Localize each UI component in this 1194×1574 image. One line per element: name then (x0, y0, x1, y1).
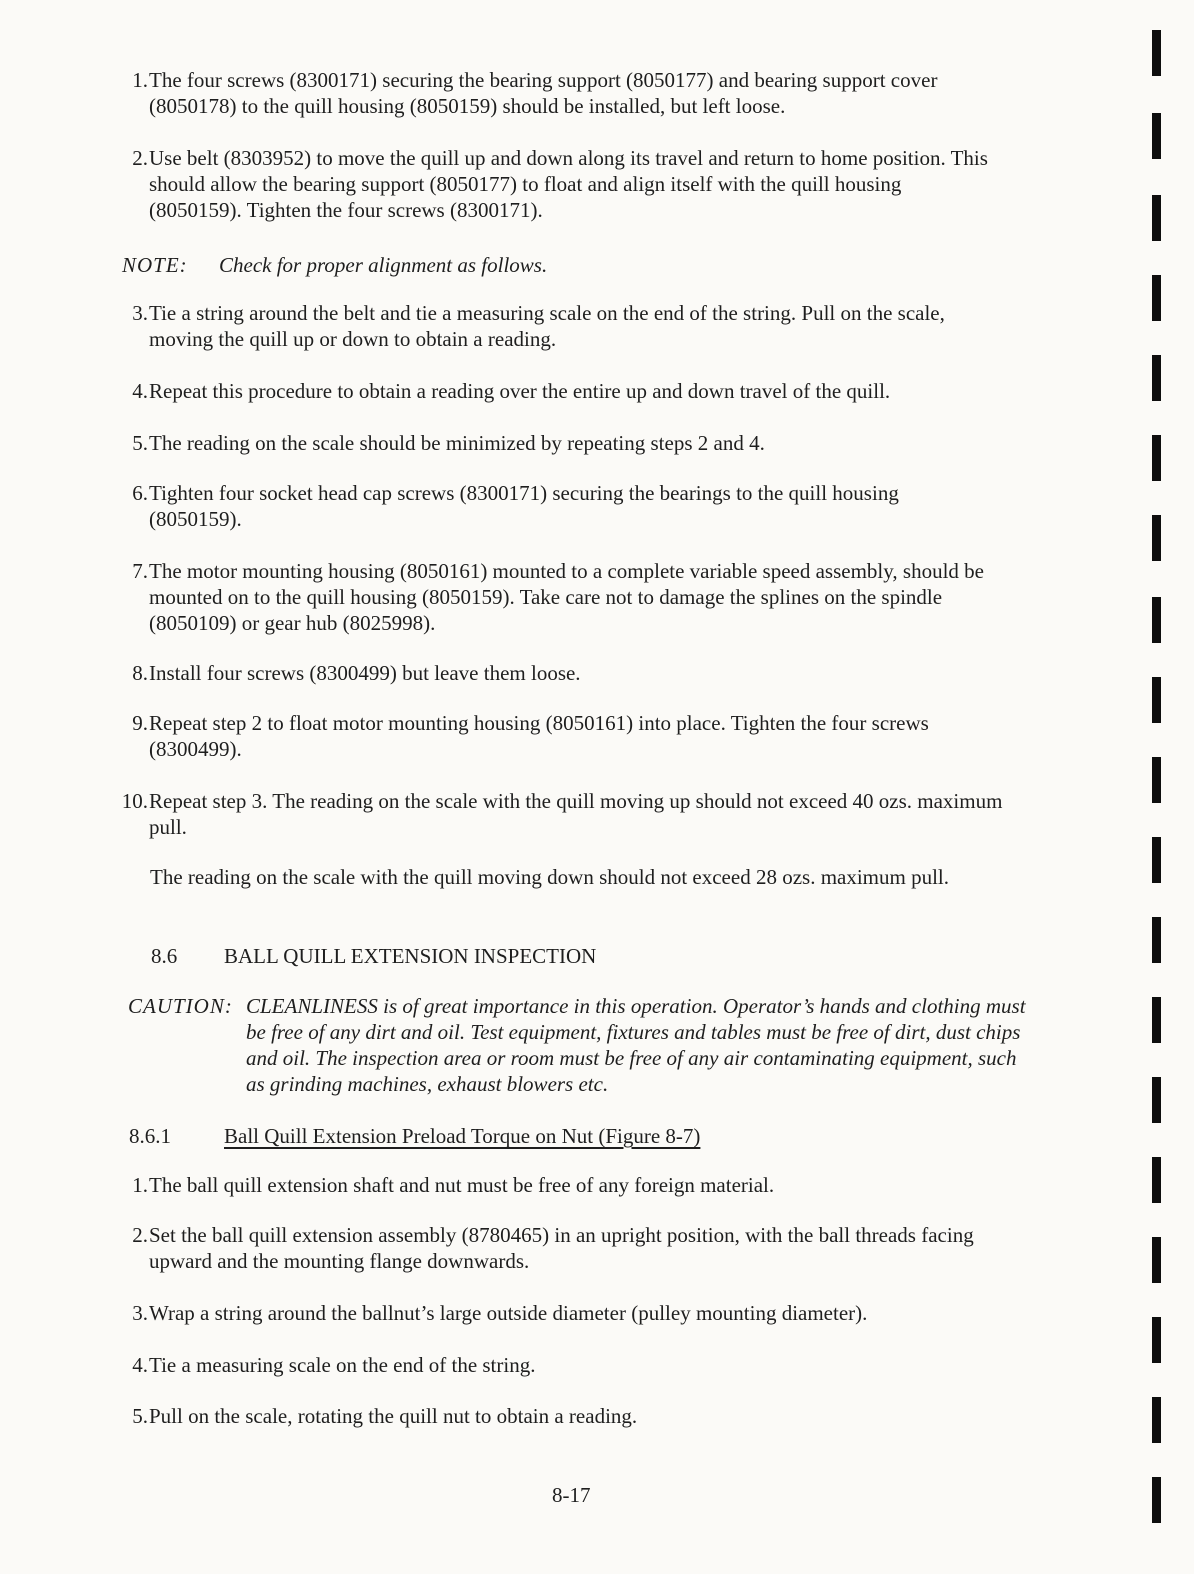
binding-mark (1152, 435, 1161, 481)
binding-mark (1152, 113, 1161, 159)
binding-mark (1152, 355, 1161, 401)
binding-mark (1152, 275, 1161, 321)
binding-mark (1152, 917, 1161, 963)
step-number: 2. (132, 146, 148, 170)
caution-label: CAUTION: (128, 994, 233, 1018)
step-10-continued: The reading on the scale with the quill moving down should not exceed 28 ozs. maximum pull. (150, 865, 950, 889)
step-text: The reading on the scale should be minimized by repeating steps 2 and 4. (149, 431, 765, 455)
list-item (118, 788, 1018, 840)
binding-mark (1152, 1237, 1161, 1283)
caution-text: CLEANLINESS is of great importance in this operation. Operator’s hands and clothing must be free of any dirt and oil. Test equipment, fixtures and tables must be free of dirt, dust chips and oil. The inspection area or room must be free of any air contaminating equipment, such as grinding machines, exhaust blowers etc. (246, 994, 1026, 1096)
binding-mark (1152, 597, 1161, 643)
note-label: NOTE: (122, 253, 188, 277)
step-text: Tie a string around the belt and tie a measuring scale on the end of the string. Pull on the scale, moving the quill up or down to obtain a reading. (149, 301, 945, 351)
list-item (118, 378, 1018, 404)
step-text: Install four screws (8300499) but leave them loose. (149, 661, 581, 685)
step-number: 5. (132, 431, 148, 455)
section-title: BALL QUILL EXTENSION INSPECTION (224, 944, 597, 968)
step-number: 7. (132, 559, 148, 583)
step-text: Set the ball quill extension assembly (8780465) in an upright position, with the ball threads facing upward and the mounting flange downwards. (149, 1223, 974, 1273)
binding-mark (1152, 997, 1161, 1043)
subsection-number: 8.6.1 (129, 1124, 171, 1148)
binding-mark (1152, 1317, 1161, 1363)
step-text: Tie a measuring scale on the end of the string. (149, 1353, 536, 1377)
step-number: 4. (132, 1353, 148, 1377)
binding-mark (1152, 757, 1161, 803)
step-number: 8. (132, 661, 148, 685)
step-number: 3. (132, 301, 148, 325)
list-item (118, 480, 1018, 532)
binding-mark (1152, 837, 1161, 883)
list-item (118, 145, 1018, 223)
section-number: 8.6 (151, 944, 178, 968)
step-number: 2. (132, 1223, 148, 1247)
list-item (118, 1403, 1018, 1429)
step-text: Repeat step 3. The reading on the scale with the quill moving up should not exceed 40 ozs. maximum pull. (149, 789, 1003, 839)
list-item (118, 558, 1018, 636)
list-item (118, 67, 1018, 119)
step-number: 4. (132, 379, 148, 403)
list-item (118, 1172, 1018, 1198)
binding-mark (1152, 677, 1161, 723)
step-text: Use belt (8303952) to move the quill up and down along its travel and return to home position. This should allow the bearing support (8050177) to float and align itself with the quill housing (8050159). Tighten the four screws (8300171). (149, 146, 988, 222)
subsection-title: Ball Quill Extension Preload Torque on Nut (Figure 8-7) (224, 1124, 701, 1148)
list-item (118, 1352, 1018, 1378)
step-number: 1. (132, 68, 148, 92)
note-text: Check for proper alignment as follows. (219, 253, 548, 277)
list-item (118, 430, 1018, 456)
binding-mark (1152, 1477, 1161, 1523)
list-item (118, 300, 1018, 352)
binding-mark (1152, 1077, 1161, 1123)
step-text: Wrap a string around the ballnut’s large outside diameter (pulley mounting diameter). (149, 1301, 868, 1325)
step-number: 3. (132, 1301, 148, 1325)
step-text: The ball quill extension shaft and nut must be free of any foreign material. (149, 1173, 775, 1197)
binding-mark (1152, 1397, 1161, 1443)
list-item (118, 1222, 1018, 1274)
step-number: 5. (132, 1404, 148, 1428)
step-number: 10. (121, 789, 148, 813)
step-text: Repeat step 2 to float motor mounting housing (8050161) into place. Tighten the four screws (8300499). (149, 711, 929, 761)
step-number: 6. (132, 481, 148, 505)
binding-mark (1152, 515, 1161, 561)
binding-mark (1152, 195, 1161, 241)
step-text: Pull on the scale, rotating the quill nut to obtain a reading. (149, 1404, 638, 1428)
list-item (118, 1300, 1018, 1326)
list-item (118, 660, 1018, 686)
step-number: 9. (132, 711, 148, 735)
step-text: Repeat this procedure to obtain a reading over the entire up and down travel of the quill. (149, 379, 891, 403)
step-number: 1. (132, 1173, 148, 1197)
step-text: The four screws (8300171) securing the bearing support (8050177) and bearing support cover (8050178) to the quill housing (8050159) should be installed, but left loose. (149, 68, 938, 118)
list-item (118, 710, 1018, 762)
page-number: 8-17 (552, 1483, 591, 1507)
step-text: The motor mounting housing (8050161) mounted to a complete variable speed assembly, should be mounted on to the quill housing (8050159). Take care not to damage the splines on the spindle (8050109) or gear hub (8025998). (149, 559, 984, 635)
step-text: Tighten four socket head cap screws (8300171) securing the bearings to the quill housing (8050159). (149, 481, 899, 531)
binding-mark (1152, 30, 1161, 76)
binding-mark (1152, 1157, 1161, 1203)
